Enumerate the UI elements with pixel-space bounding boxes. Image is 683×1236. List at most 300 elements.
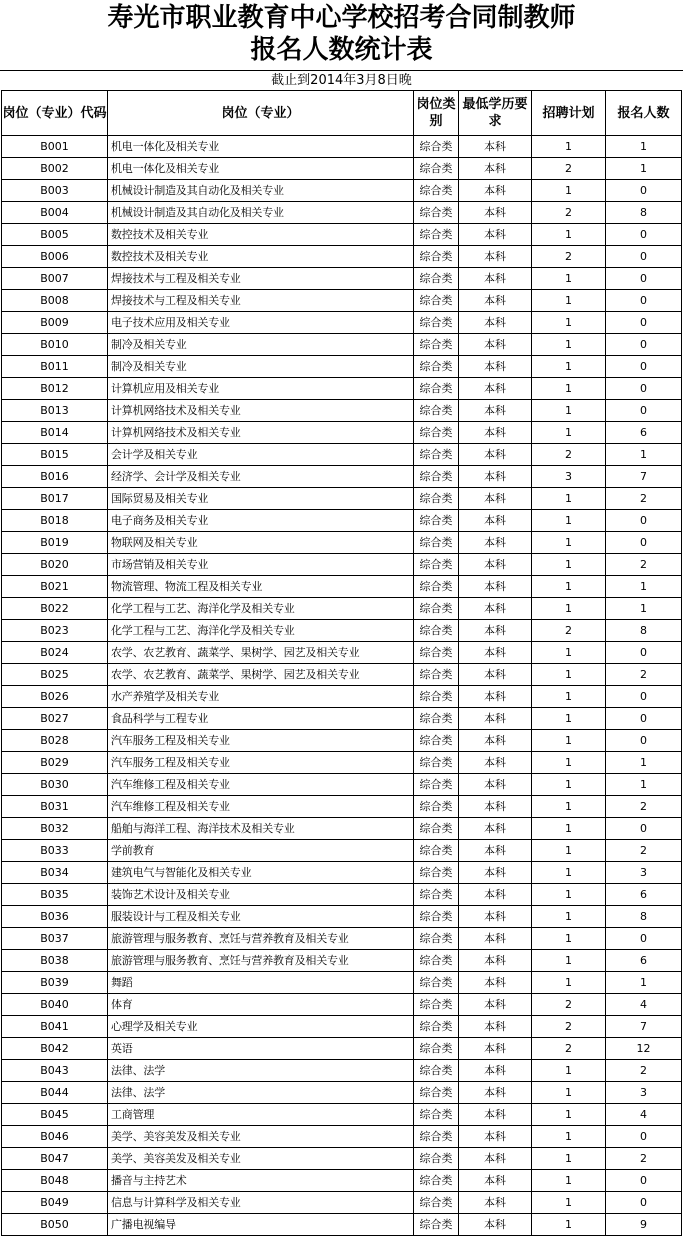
- cell-education: 本科: [459, 664, 532, 686]
- cell-category: 综合类: [414, 1192, 459, 1214]
- cell-education: 本科: [459, 444, 532, 466]
- cell-category: 综合类: [414, 554, 459, 576]
- cell-category: 综合类: [414, 796, 459, 818]
- cell-major: 汽车服务工程及相关专业: [108, 752, 414, 774]
- table-row: [2, 818, 682, 840]
- cell-plan: 2: [532, 246, 606, 268]
- cell-plan: 1: [532, 400, 606, 422]
- table-row: [2, 1016, 682, 1038]
- cell-count: 2: [606, 1060, 682, 1082]
- table-header-row: [2, 91, 682, 136]
- cell-plan: 1: [532, 774, 606, 796]
- cell-category: 综合类: [414, 532, 459, 554]
- cell-code: B040: [2, 994, 108, 1016]
- cell-education: 本科: [459, 1126, 532, 1148]
- cell-major: 物流管理、物流工程及相关专业: [108, 576, 414, 598]
- cell-major: 汽车维修工程及相关专业: [108, 774, 414, 796]
- cell-code: B037: [2, 928, 108, 950]
- cell-count: 8: [606, 620, 682, 642]
- table-row: [2, 268, 682, 290]
- cell-education: 本科: [459, 906, 532, 928]
- cell-count: 8: [606, 906, 682, 928]
- cell-plan: 1: [532, 642, 606, 664]
- cell-plan: 1: [532, 950, 606, 972]
- cell-count: 1: [606, 598, 682, 620]
- cell-major: 国际贸易及相关专业: [108, 488, 414, 510]
- cell-major: 旅游管理与服务教育、烹饪与营养教育及相关专业: [108, 950, 414, 972]
- cell-category: 综合类: [414, 620, 459, 642]
- cell-code: B005: [2, 224, 108, 246]
- cell-category: 综合类: [414, 378, 459, 400]
- cell-education: 本科: [459, 1148, 532, 1170]
- header-position-code: 岗位（专业）代码: [2, 91, 108, 136]
- cell-education: 本科: [459, 1104, 532, 1126]
- table-row: [2, 136, 682, 158]
- cell-category: 综合类: [414, 356, 459, 378]
- cell-count: 0: [606, 378, 682, 400]
- table-row: [2, 180, 682, 202]
- cell-category: 综合类: [414, 1060, 459, 1082]
- cell-code: B039: [2, 972, 108, 994]
- cell-education: 本科: [459, 994, 532, 1016]
- cell-category: 综合类: [414, 972, 459, 994]
- cell-code: B033: [2, 840, 108, 862]
- cell-education: 本科: [459, 422, 532, 444]
- cell-count: 2: [606, 664, 682, 686]
- table-row: [2, 862, 682, 884]
- cell-education: 本科: [459, 972, 532, 994]
- cell-education: 本科: [459, 1214, 532, 1236]
- cell-category: 综合类: [414, 422, 459, 444]
- cell-education: 本科: [459, 840, 532, 862]
- cell-major: 服装设计与工程及相关专业: [108, 906, 414, 928]
- cell-category: 综合类: [414, 928, 459, 950]
- cell-category: 综合类: [414, 906, 459, 928]
- cell-category: 综合类: [414, 224, 459, 246]
- cell-code: B016: [2, 466, 108, 488]
- cell-count: 0: [606, 818, 682, 840]
- cell-code: B019: [2, 532, 108, 554]
- table-row: [2, 444, 682, 466]
- cell-category: 综合类: [414, 1214, 459, 1236]
- cell-code: B021: [2, 576, 108, 598]
- cell-education: 本科: [459, 510, 532, 532]
- table-row: [2, 290, 682, 312]
- table-row: [2, 598, 682, 620]
- header-applicant-count: 报名人数: [606, 91, 682, 136]
- cell-major: 美学、美容美发及相关专业: [108, 1148, 414, 1170]
- cell-major: 化学工程与工艺、海洋化学及相关专业: [108, 598, 414, 620]
- table-row: [2, 774, 682, 796]
- table-row: [2, 466, 682, 488]
- cell-category: 综合类: [414, 994, 459, 1016]
- table-row: [2, 576, 682, 598]
- cell-education: 本科: [459, 334, 532, 356]
- cell-major: 计算机网络技术及相关专业: [108, 422, 414, 444]
- table-row: [2, 796, 682, 818]
- table-row: [2, 422, 682, 444]
- cell-education: 本科: [459, 620, 532, 642]
- cell-category: 综合类: [414, 180, 459, 202]
- cell-major: 电子商务及相关专业: [108, 510, 414, 532]
- cell-major: 装饰艺术设计及相关专业: [108, 884, 414, 906]
- cell-category: 综合类: [414, 246, 459, 268]
- cell-count: 1: [606, 136, 682, 158]
- cell-count: 8: [606, 202, 682, 224]
- cell-plan: 1: [532, 422, 606, 444]
- table-row: [2, 972, 682, 994]
- header-position-major: 岗位（专业）: [108, 91, 414, 136]
- cell-category: 综合类: [414, 444, 459, 466]
- cell-count: 12: [606, 1038, 682, 1060]
- cell-code: B024: [2, 642, 108, 664]
- cell-education: 本科: [459, 180, 532, 202]
- cell-education: 本科: [459, 400, 532, 422]
- cell-count: 6: [606, 884, 682, 906]
- cell-count: 0: [606, 224, 682, 246]
- cell-category: 综合类: [414, 1082, 459, 1104]
- header-hiring-plan: 招聘计划: [532, 91, 606, 136]
- cell-major: 焊接技术与工程及相关专业: [108, 290, 414, 312]
- cell-plan: 1: [532, 1148, 606, 1170]
- cell-category: 综合类: [414, 510, 459, 532]
- cell-category: 综合类: [414, 400, 459, 422]
- cell-category: 综合类: [414, 1104, 459, 1126]
- cell-plan: 1: [532, 906, 606, 928]
- cell-plan: 1: [532, 1126, 606, 1148]
- cell-count: 3: [606, 1082, 682, 1104]
- cell-category: 综合类: [414, 576, 459, 598]
- cell-education: 本科: [459, 136, 532, 158]
- cell-count: 4: [606, 1104, 682, 1126]
- cell-count: 0: [606, 708, 682, 730]
- table-row: [2, 928, 682, 950]
- cell-count: 0: [606, 268, 682, 290]
- cell-category: 综合类: [414, 884, 459, 906]
- cell-education: 本科: [459, 224, 532, 246]
- cell-plan: 2: [532, 620, 606, 642]
- cell-major: 建筑电气与智能化及相关专业: [108, 862, 414, 884]
- cell-education: 本科: [459, 862, 532, 884]
- cell-count: 0: [606, 356, 682, 378]
- cell-category: 综合类: [414, 950, 459, 972]
- cell-code: B031: [2, 796, 108, 818]
- cell-education: 本科: [459, 1170, 532, 1192]
- cell-education: 本科: [459, 752, 532, 774]
- cell-plan: 2: [532, 202, 606, 224]
- cell-major: 汽车服务工程及相关专业: [108, 730, 414, 752]
- cell-major: 会计学及相关专业: [108, 444, 414, 466]
- cell-category: 综合类: [414, 488, 459, 510]
- cell-category: 综合类: [414, 818, 459, 840]
- table-row: [2, 994, 682, 1016]
- cell-count: 0: [606, 928, 682, 950]
- registration-table: [1, 90, 682, 1236]
- cell-code: B032: [2, 818, 108, 840]
- cell-plan: 1: [532, 1060, 606, 1082]
- cell-count: 4: [606, 994, 682, 1016]
- cell-plan: 1: [532, 686, 606, 708]
- cell-major: 学前教育: [108, 840, 414, 862]
- cell-category: 综合类: [414, 334, 459, 356]
- cell-plan: 1: [532, 1170, 606, 1192]
- cell-major: 制冷及相关专业: [108, 356, 414, 378]
- cell-major: 市场营销及相关专业: [108, 554, 414, 576]
- cell-education: 本科: [459, 928, 532, 950]
- cell-major: 机电一体化及相关专业: [108, 136, 414, 158]
- cell-education: 本科: [459, 730, 532, 752]
- cell-count: 2: [606, 840, 682, 862]
- cell-major: 水产养殖学及相关专业: [108, 686, 414, 708]
- cell-education: 本科: [459, 554, 532, 576]
- cell-plan: 2: [532, 1038, 606, 1060]
- cell-count: 0: [606, 510, 682, 532]
- cell-plan: 3: [532, 466, 606, 488]
- cell-category: 综合类: [414, 1038, 459, 1060]
- cell-category: 综合类: [414, 774, 459, 796]
- header-min-education: 最低学历要求: [459, 91, 532, 136]
- cell-code: B008: [2, 290, 108, 312]
- cell-education: 本科: [459, 1016, 532, 1038]
- table-row: [2, 884, 682, 906]
- cell-code: B043: [2, 1060, 108, 1082]
- cell-code: B015: [2, 444, 108, 466]
- cell-plan: 1: [532, 884, 606, 906]
- cell-major: 食品科学与工程专业: [108, 708, 414, 730]
- table-row: [2, 620, 682, 642]
- cell-category: 综合类: [414, 862, 459, 884]
- cell-education: 本科: [459, 708, 532, 730]
- cell-education: 本科: [459, 1060, 532, 1082]
- cell-count: 6: [606, 422, 682, 444]
- table-row: [2, 1126, 682, 1148]
- cell-count: 1: [606, 158, 682, 180]
- cell-major: 计算机网络技术及相关专业: [108, 400, 414, 422]
- cell-major: 机电一体化及相关专业: [108, 158, 414, 180]
- cell-code: B023: [2, 620, 108, 642]
- cell-plan: 1: [532, 532, 606, 554]
- cell-count: 0: [606, 334, 682, 356]
- page-subtitle-title: 报名人数统计表: [250, 35, 433, 65]
- cell-count: 0: [606, 1126, 682, 1148]
- deadline-note: 截止到2014年3月8日晚: [0, 70, 683, 90]
- table-row: [2, 1104, 682, 1126]
- table-row: [2, 554, 682, 576]
- cell-plan: 1: [532, 972, 606, 994]
- cell-plan: 1: [532, 576, 606, 598]
- table-row: [2, 246, 682, 268]
- cell-education: 本科: [459, 576, 532, 598]
- cell-code: B045: [2, 1104, 108, 1126]
- cell-major: 数控技术及相关专业: [108, 224, 414, 246]
- cell-plan: 1: [532, 1214, 606, 1236]
- cell-education: 本科: [459, 290, 532, 312]
- cell-plan: 1: [532, 224, 606, 246]
- cell-code: B049: [2, 1192, 108, 1214]
- cell-count: 0: [606, 532, 682, 554]
- table-row: [2, 906, 682, 928]
- cell-code: B035: [2, 884, 108, 906]
- cell-plan: 1: [532, 180, 606, 202]
- cell-code: B028: [2, 730, 108, 752]
- cell-education: 本科: [459, 796, 532, 818]
- cell-code: B025: [2, 664, 108, 686]
- cell-category: 综合类: [414, 708, 459, 730]
- cell-count: 0: [606, 730, 682, 752]
- page-title: 寿光市职业教育中心学校招考合同制教师: [107, 3, 576, 33]
- cell-count: 7: [606, 466, 682, 488]
- table-row: [2, 224, 682, 246]
- cell-category: 综合类: [414, 1170, 459, 1192]
- cell-plan: 1: [532, 862, 606, 884]
- cell-major: 经济学、会计学及相关专业: [108, 466, 414, 488]
- cell-category: 综合类: [414, 642, 459, 664]
- cell-major: 信息与计算科学及相关专业: [108, 1192, 414, 1214]
- table-row: [2, 1060, 682, 1082]
- cell-plan: 1: [532, 356, 606, 378]
- cell-major: 美学、美容美发及相关专业: [108, 1126, 414, 1148]
- table-row: [2, 840, 682, 862]
- cell-count: 3: [606, 862, 682, 884]
- cell-plan: 1: [532, 752, 606, 774]
- cell-code: B002: [2, 158, 108, 180]
- cell-education: 本科: [459, 246, 532, 268]
- cell-plan: 1: [532, 136, 606, 158]
- cell-count: 6: [606, 950, 682, 972]
- cell-education: 本科: [459, 356, 532, 378]
- cell-count: 2: [606, 488, 682, 510]
- table-row: [2, 708, 682, 730]
- cell-plan: 1: [532, 312, 606, 334]
- table-row: [2, 642, 682, 664]
- cell-code: B041: [2, 1016, 108, 1038]
- cell-plan: 1: [532, 664, 606, 686]
- cell-code: B014: [2, 422, 108, 444]
- cell-plan: 1: [532, 1082, 606, 1104]
- cell-major: 船舶与海洋工程、海洋技术及相关专业: [108, 818, 414, 840]
- cell-major: 播音与主持艺术: [108, 1170, 414, 1192]
- cell-code: B027: [2, 708, 108, 730]
- cell-education: 本科: [459, 1082, 532, 1104]
- table-row: [2, 510, 682, 532]
- cell-education: 本科: [459, 598, 532, 620]
- cell-major: 英语: [108, 1038, 414, 1060]
- cell-code: B026: [2, 686, 108, 708]
- cell-count: 0: [606, 686, 682, 708]
- cell-major: 机械设计制造及其自动化及相关专业: [108, 202, 414, 224]
- cell-count: 9: [606, 1214, 682, 1236]
- cell-code: B020: [2, 554, 108, 576]
- table-row: [2, 202, 682, 224]
- table-row: [2, 730, 682, 752]
- cell-category: 综合类: [414, 1148, 459, 1170]
- cell-plan: 1: [532, 334, 606, 356]
- cell-plan: 2: [532, 158, 606, 180]
- table-row: [2, 356, 682, 378]
- cell-education: 本科: [459, 774, 532, 796]
- cell-major: 法律、法学: [108, 1060, 414, 1082]
- cell-category: 综合类: [414, 752, 459, 774]
- cell-code: B010: [2, 334, 108, 356]
- table-row: [2, 488, 682, 510]
- cell-major: 广播电视编导: [108, 1214, 414, 1236]
- cell-code: B050: [2, 1214, 108, 1236]
- cell-plan: 1: [532, 554, 606, 576]
- cell-code: B007: [2, 268, 108, 290]
- cell-education: 本科: [459, 202, 532, 224]
- cell-category: 综合类: [414, 312, 459, 334]
- cell-category: 综合类: [414, 664, 459, 686]
- cell-major: 工商管理: [108, 1104, 414, 1126]
- cell-education: 本科: [459, 884, 532, 906]
- cell-category: 综合类: [414, 1016, 459, 1038]
- cell-code: B047: [2, 1148, 108, 1170]
- cell-category: 综合类: [414, 136, 459, 158]
- cell-count: 0: [606, 642, 682, 664]
- cell-count: 0: [606, 246, 682, 268]
- cell-code: B003: [2, 180, 108, 202]
- cell-education: 本科: [459, 378, 532, 400]
- table-body: [2, 136, 682, 1236]
- cell-plan: 2: [532, 994, 606, 1016]
- cell-count: 1: [606, 444, 682, 466]
- cell-major: 数控技术及相关专业: [108, 246, 414, 268]
- cell-major: 心理学及相关专业: [108, 1016, 414, 1038]
- table-row: [2, 378, 682, 400]
- cell-major: 法律、法学: [108, 1082, 414, 1104]
- cell-major: 电子技术应用及相关专业: [108, 312, 414, 334]
- cell-count: 1: [606, 774, 682, 796]
- cell-plan: 1: [532, 796, 606, 818]
- cell-count: 0: [606, 180, 682, 202]
- cell-plan: 1: [532, 290, 606, 312]
- cell-major: 农学、农艺教育、蔬菜学、果树学、园艺及相关专业: [108, 664, 414, 686]
- cell-count: 1: [606, 972, 682, 994]
- cell-plan: 1: [532, 378, 606, 400]
- table-row: [2, 1082, 682, 1104]
- cell-plan: 2: [532, 1016, 606, 1038]
- cell-code: B012: [2, 378, 108, 400]
- cell-education: 本科: [459, 532, 532, 554]
- cell-code: B042: [2, 1038, 108, 1060]
- cell-code: B030: [2, 774, 108, 796]
- table-row: [2, 1192, 682, 1214]
- cell-education: 本科: [459, 312, 532, 334]
- cell-major: 农学、农艺教育、蔬菜学、果树学、园艺及相关专业: [108, 642, 414, 664]
- cell-code: B034: [2, 862, 108, 884]
- cell-category: 综合类: [414, 268, 459, 290]
- cell-plan: 1: [532, 488, 606, 510]
- table-row: [2, 1214, 682, 1236]
- table-row: [2, 664, 682, 686]
- cell-count: 0: [606, 400, 682, 422]
- cell-count: 7: [606, 1016, 682, 1038]
- cell-plan: 1: [532, 510, 606, 532]
- cell-major: 舞蹈: [108, 972, 414, 994]
- cell-category: 综合类: [414, 290, 459, 312]
- cell-count: 0: [606, 1192, 682, 1214]
- cell-major: 汽车维修工程及相关专业: [108, 796, 414, 818]
- cell-education: 本科: [459, 642, 532, 664]
- cell-plan: 1: [532, 708, 606, 730]
- cell-code: B004: [2, 202, 108, 224]
- header-position-category: 岗位类别: [414, 91, 459, 136]
- cell-count: 0: [606, 1170, 682, 1192]
- table-row: [2, 950, 682, 972]
- cell-education: 本科: [459, 1192, 532, 1214]
- cell-code: B018: [2, 510, 108, 532]
- cell-major: 体育: [108, 994, 414, 1016]
